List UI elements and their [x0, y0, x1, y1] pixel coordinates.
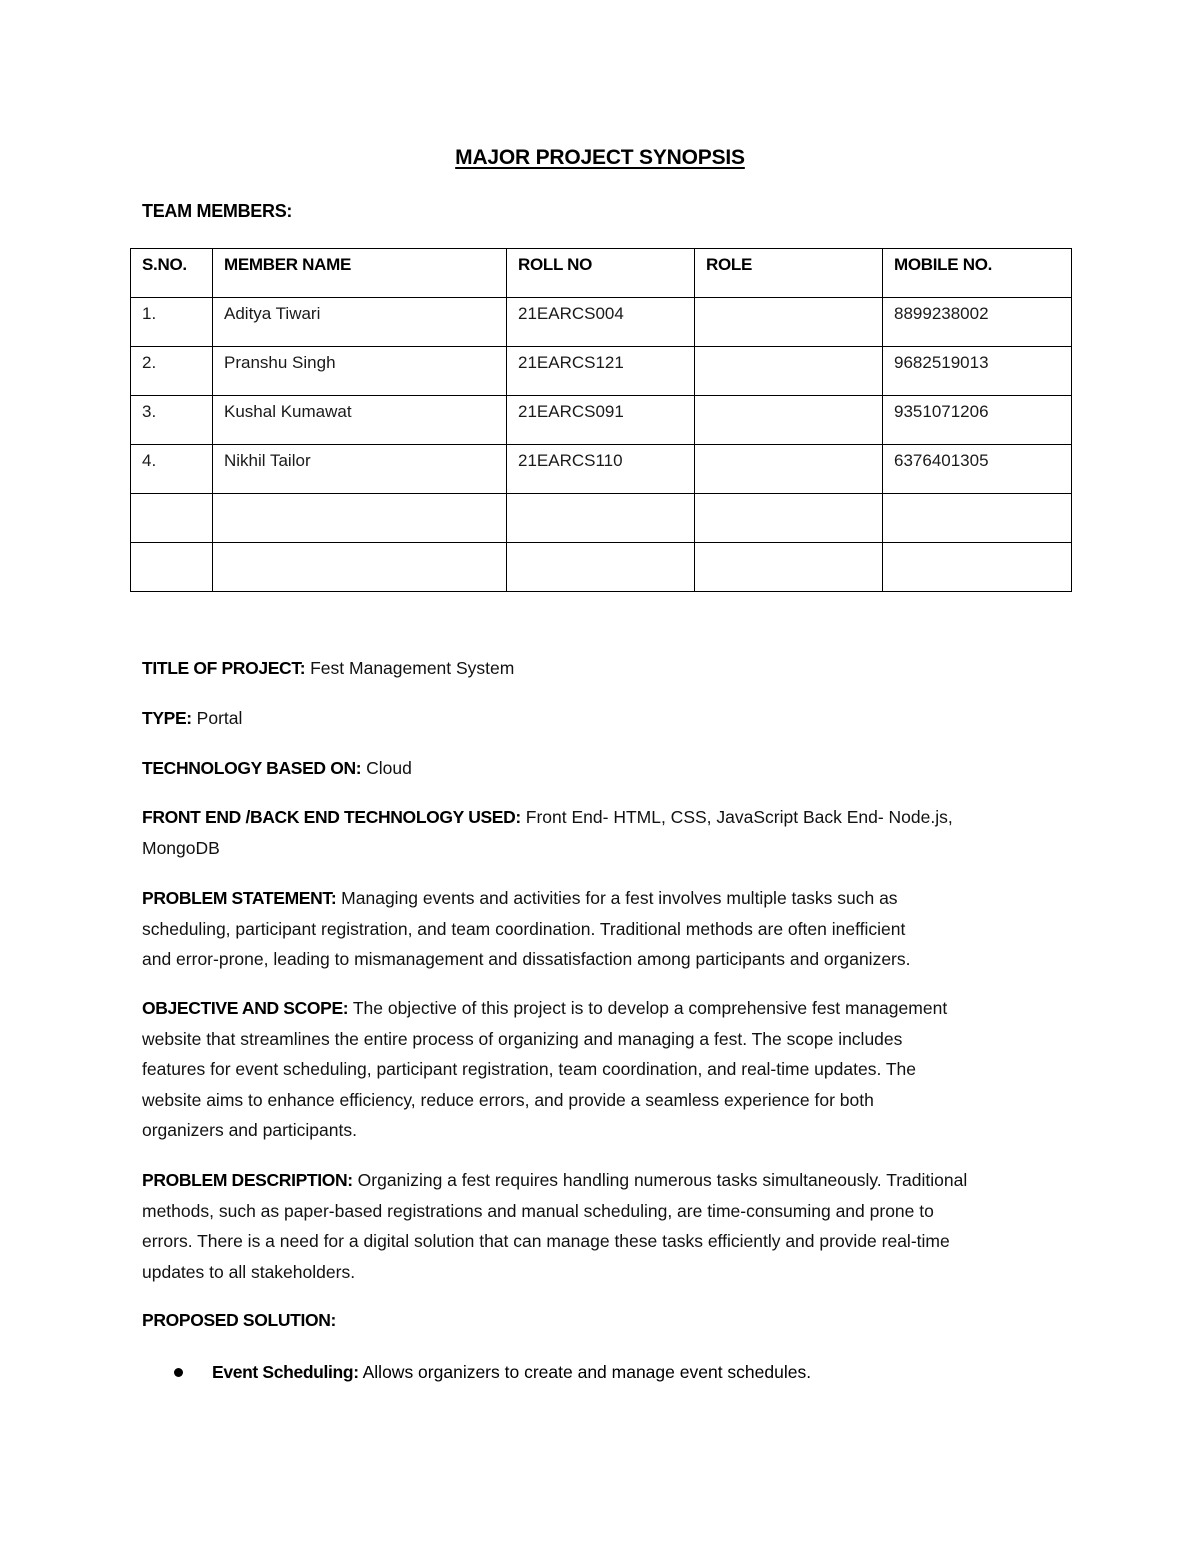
objective-scope-line-2: website that streamlines the entire process of organizing and managing a fest. The scope includes [142, 1028, 903, 1049]
cell-mobile-no [883, 494, 1072, 543]
problem-statement-line-1 [142, 883, 1062, 914]
header-role: ROLE [695, 249, 883, 298]
problem-description-line-1 [142, 1165, 1062, 1196]
cell-role [695, 298, 883, 347]
cell-mobile-no: 9682519013 [883, 347, 1072, 396]
team-members-table [130, 248, 1072, 592]
problem-statement-section [142, 883, 1062, 975]
objective-scope-section [142, 993, 1062, 1146]
cell-sno: 4. [131, 445, 213, 494]
cell-sno [131, 494, 213, 543]
cell-mobile-no: 6376401305 [883, 445, 1072, 494]
technology-value: Cloud [366, 758, 412, 778]
problem-statement-line-2: scheduling, participant registration, and team coordination. Traditional methods are often inefficient [142, 918, 906, 939]
cell-roll-no: 21EARCS004 [507, 298, 695, 347]
problem-description-line-3: errors. There is a need for a digital solution that can manage these tasks efficiently and provide real-time [142, 1231, 950, 1251]
header-member-name: MEMBER NAME [213, 249, 507, 298]
front-back-end-label: FRONT END /BACK END TECHNOLOGY USED: [142, 807, 521, 827]
proposed-solution-section [142, 1305, 1062, 1336]
type-label: TYPE: [142, 708, 192, 728]
problem-statement-line-3: and error-prone, leading to mismanagement and dissatisfaction among participants and organizers. [142, 949, 911, 969]
table-row [131, 445, 1072, 494]
type-value: Portal [196, 708, 243, 728]
bullet-icon [174, 1368, 183, 1377]
table-row [131, 543, 1072, 592]
cell-roll-no: 21EARCS091 [507, 396, 695, 445]
objective-scope-line-3: features for event scheduling, participant registration, team coordination, and real-time updates. The [142, 1059, 917, 1079]
table-header-row [131, 249, 1072, 298]
cell-sno: 2. [131, 347, 213, 396]
table-row [131, 298, 1072, 347]
cell-roll-no [507, 494, 695, 543]
objective-scope-text: The objective of this project is to develop a comprehensive fest management [352, 998, 948, 1018]
header-mobile-no: MOBILE NO. [883, 249, 1072, 298]
front-back-end-value: Front End- HTML, CSS, JavaScript Back End- Node.js, [525, 807, 953, 827]
document-title: MAJOR PROJECT SYNOPSIS [455, 146, 745, 169]
problem-statement-label: PROBLEM STATEMENT: [142, 888, 337, 908]
cell-roll-no: 21EARCS110 [507, 445, 695, 494]
objective-scope-line-5: organizers and participants. [142, 1120, 357, 1140]
title-of-project-label: TITLE OF PROJECT: [142, 658, 306, 678]
problem-description-section [142, 1165, 1062, 1287]
cell-sno: 1. [131, 298, 213, 347]
front-back-end-section [142, 802, 1062, 863]
technology-label: TECHNOLOGY BASED ON: [142, 758, 362, 778]
cell-member-name: Aditya Tiwari [213, 298, 507, 347]
problem-description-label: PROBLEM DESCRIPTION: [142, 1170, 353, 1190]
header-sno: S.NO. [131, 249, 213, 298]
bullet-description: Allows organizers to create and manage event schedules. [362, 1362, 812, 1382]
proposed-solution-label: PROPOSED SOLUTION: [142, 1310, 336, 1330]
cell-member-name: Pranshu Singh [213, 347, 507, 396]
problem-statement-text: Managing events and activities for a fest involves multiple tasks such as [341, 888, 898, 908]
problem-description-line-4: updates to all stakeholders. [142, 1261, 356, 1282]
cell-mobile-no [883, 543, 1072, 592]
cell-sno [131, 543, 213, 592]
table-row [131, 494, 1072, 543]
objective-scope-line-4: website aims to enhance efficiency, reduce errors, and provide a seamless experience for both [142, 1089, 874, 1110]
header-roll-no: ROLL NO [507, 249, 695, 298]
cell-role [695, 494, 883, 543]
cell-role [695, 396, 883, 445]
title-of-project-value: Fest Management System [310, 658, 515, 678]
team-members-heading: TEAM MEMBERS: [142, 201, 293, 221]
cell-role [695, 543, 883, 592]
cell-sno: 3. [131, 396, 213, 445]
cell-mobile-no: 8899238002 [883, 298, 1072, 347]
cell-roll-no [507, 543, 695, 592]
table-row [131, 396, 1072, 445]
table-row [131, 347, 1072, 396]
cell-role [695, 445, 883, 494]
front-back-end-line-1 [142, 802, 1062, 833]
problem-description-text: Organizing a fest requires handling numerous tasks simultaneously. Traditional [357, 1170, 968, 1190]
technology-section [142, 753, 1062, 784]
cell-role [695, 347, 883, 396]
objective-scope-line-1 [142, 993, 1062, 1024]
cell-member-name [213, 494, 507, 543]
cell-roll-no: 21EARCS121 [507, 347, 695, 396]
bullet-text [212, 1357, 811, 1387]
objective-scope-label: OBJECTIVE AND SCOPE: [142, 998, 349, 1018]
problem-description-line-2: methods, such as paper-based registrations and manual scheduling, are time-consuming and prone to [142, 1200, 934, 1221]
type-section [142, 703, 1062, 734]
front-back-end-line-2: MongoDB [142, 837, 220, 858]
title-of-project-section [142, 653, 1062, 684]
cell-mobile-no: 9351071206 [883, 396, 1072, 445]
cell-member-name [213, 543, 507, 592]
cell-member-name: Nikhil Tailor [213, 445, 507, 494]
cell-member-name: Kushal Kumawat [213, 396, 507, 445]
bullet-label: Event Scheduling: [212, 1362, 359, 1382]
